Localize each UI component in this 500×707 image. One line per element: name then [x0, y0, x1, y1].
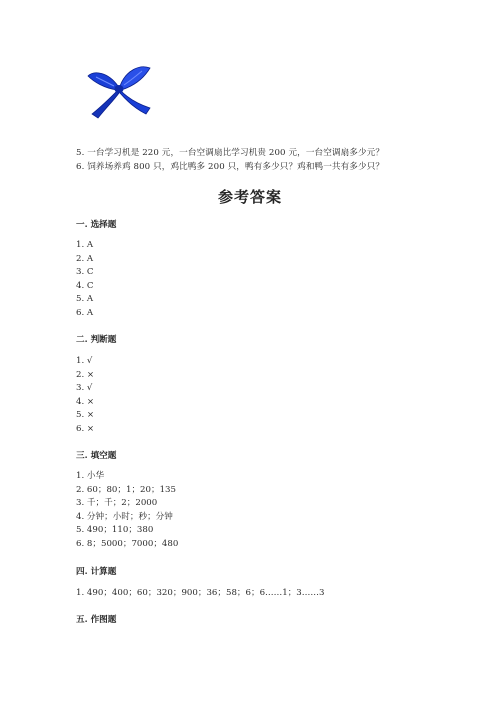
section-heading-fill: 三. 填空题: [76, 451, 117, 461]
answer-item: 6. 8；5000；7000；480: [76, 538, 179, 549]
question-6: 6. 饲养场养鸡 800 只，鸡比鸭多 200 只，鸭有多少只？鸡和鸭一共有多少只？: [76, 162, 385, 172]
answer-item: 4. 分钟；小时；秒；分钟: [76, 511, 173, 522]
answer-item: 2. ×: [76, 369, 95, 380]
question-5: 5. 一台学习机是 220 元，一台空调扇比学习机贵 200 元，一台空调扇多少元？: [76, 148, 385, 158]
ribbon-bow-icon: [84, 62, 154, 120]
answer-list-fill: [76, 470, 178, 552]
answer-list-judge: [76, 355, 94, 437]
section-heading-judge: 二. 判断题: [76, 335, 117, 345]
answer-item: 6. A: [76, 307, 94, 318]
answer-item: 2. 60；80；1；20；135: [76, 484, 176, 495]
answer-item: 3. C: [76, 267, 94, 278]
answer-item: 5. 490；110；380: [76, 525, 154, 536]
answer-item: 1. √: [76, 356, 93, 366]
answer-item: 2. A: [76, 253, 94, 264]
answer-item: 4. C: [76, 280, 94, 291]
answer-item: 3. √: [76, 383, 93, 394]
section-heading-choice: 一. 选择题: [76, 220, 117, 230]
answer-item: 6. ×: [76, 423, 95, 434]
answer-list-choice: [76, 239, 94, 321]
answer-list-calc: [76, 587, 324, 601]
answer-title: 参考答案: [217, 188, 282, 206]
section-heading-calc: 四. 计算题: [76, 567, 117, 577]
answer-item: 3. 千；千；2；2000: [76, 498, 158, 509]
answer-item: 1. 小华: [76, 471, 105, 481]
answer-item: 1. A: [76, 240, 94, 250]
answer-item: 5. ×: [76, 410, 95, 421]
section-heading-draw: 五. 作图题: [76, 615, 117, 625]
answer-item: 5. A: [76, 294, 94, 305]
answer-item: 1. 490；400；60；320；900；36；58；6；6……1；3……3: [76, 588, 325, 598]
answer-item: 4. ×: [76, 396, 95, 407]
